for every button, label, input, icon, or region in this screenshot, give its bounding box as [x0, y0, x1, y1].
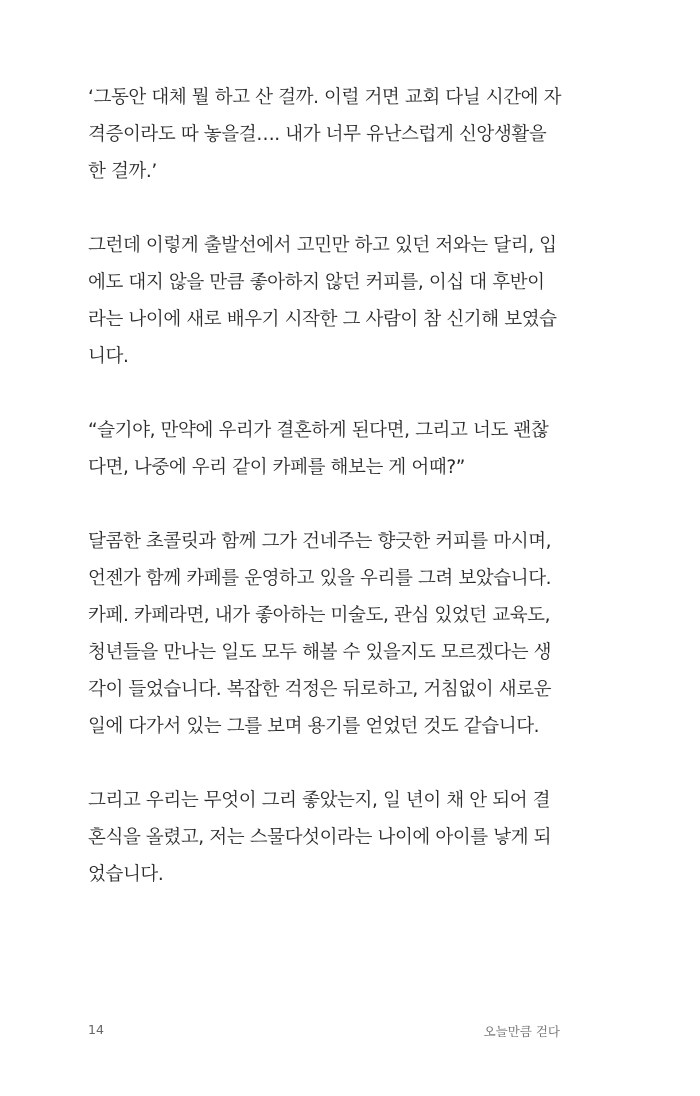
- text-line: 달콤한 초콜릿과 함께 그가 건네주는 향긋한 커피를 마시며,: [88, 531, 552, 552]
- text-line: 그리고 우리는 무엇이 그리 좋았는지, 일 년이 채 안 되어 결: [88, 790, 551, 811]
- text-line: 일에 다가서 있는 그를 보며 용기를 얻었던 것도 같습니다.: [88, 716, 540, 737]
- text-line: 니다.: [88, 346, 129, 367]
- body-text: [88, 79, 563, 930]
- text-line: 그런데 이렇게 출발선에서 고민만 하고 있던 저와는 달리, 입: [88, 235, 557, 256]
- paragraph-5: [88, 782, 563, 893]
- text-line: 다면, 나중에 우리 같이 카페를 해보는 게 어때?”: [88, 457, 465, 478]
- text-line: 혼식을 올렸고, 저는 스물다섯이라는 나이에 아이를 낳게 되: [88, 827, 552, 848]
- text-line: “슬기야, 만약에 우리가 결혼하게 된다면, 그리고 너도 괜찮: [88, 420, 549, 441]
- page-number: 14: [88, 1022, 104, 1037]
- paragraph-2: [88, 227, 563, 375]
- text-line: 카페. 카페라면, 내가 좋아하는 미술도, 관심 있었던 교육도,: [88, 605, 551, 626]
- text-line: 언젠가 함께 카페를 운영하고 있을 우리를 그려 보았습니다.: [88, 568, 552, 589]
- paragraph-3: [88, 412, 563, 486]
- text-line: 라는 나이에 새로 배우기 시작한 그 사람이 참 신기해 보였습: [88, 309, 557, 330]
- text-line: 청년들을 만나는 일도 모두 해볼 수 있을지도 모르겠다는 생: [88, 642, 552, 663]
- running-title: 오늘만큼 걷다: [483, 1024, 560, 1039]
- text-line: 었습니다.: [88, 864, 164, 885]
- paragraph-4: [88, 523, 563, 745]
- text-line: 한 걸까.’: [88, 161, 157, 182]
- text-line: 에도 대지 않을 만큼 좋아하지 않던 커피를, 이십 대 후반이: [88, 272, 545, 293]
- text-line: 각이 들었습니다. 복잡한 걱정은 뒤로하고, 거침없이 새로운: [88, 679, 552, 700]
- text-line: ‘그동안 대체 뭘 하고 산 걸까. 이럴 거면 교회 다닐 시간에 자: [88, 87, 562, 108]
- paragraph-1: [88, 79, 563, 190]
- page-footer: [88, 1022, 560, 1042]
- text-line: 격증이라도 따 놓을걸…. 내가 너무 유난스럽게 신앙생활을: [88, 124, 547, 145]
